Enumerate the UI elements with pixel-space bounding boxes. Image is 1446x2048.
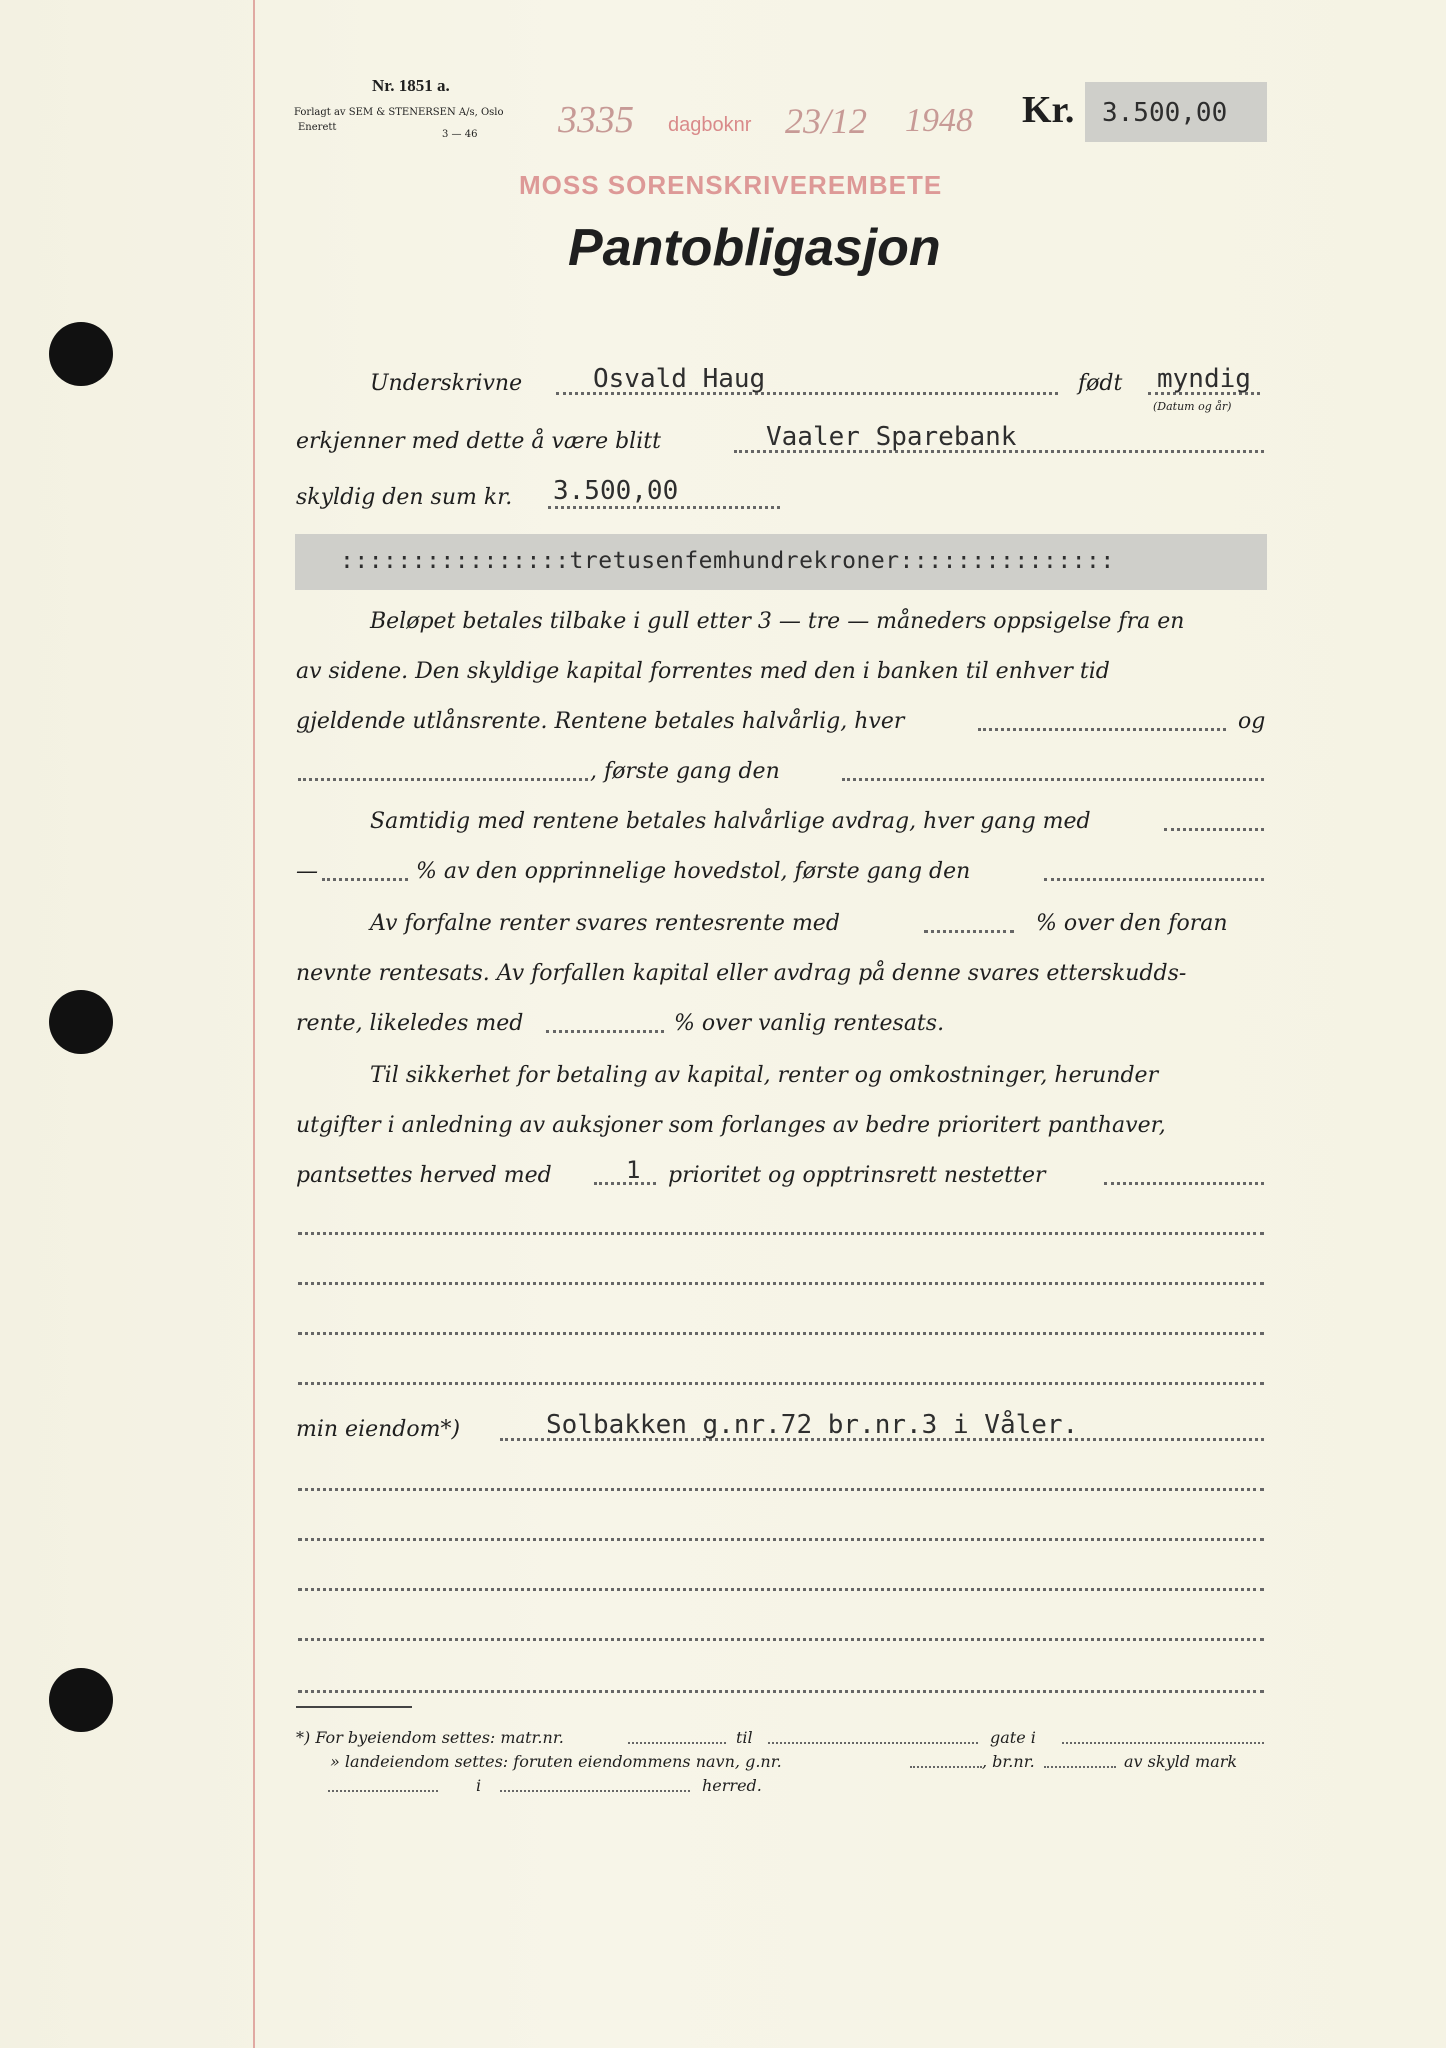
journal-number: 3335 xyxy=(558,99,634,141)
born-value: myndig xyxy=(1157,364,1251,394)
undersigned-value: Osvald Haug xyxy=(593,364,766,394)
footnote-line1a: *) For byeiendom settes: matr.nr. xyxy=(296,1728,564,1747)
blank-dotted-line-5 xyxy=(298,1488,1264,1491)
footnote-dots-7 xyxy=(500,1790,690,1792)
p1-dotted-2 xyxy=(298,778,588,781)
footnote-line2c: av skyld mark xyxy=(1124,1752,1238,1771)
property-value: Solbakken g.nr.72 br.nr.3 i Våler. xyxy=(546,1410,1079,1440)
p2-line2a: — xyxy=(296,859,318,884)
document-title: Pantobligasjon xyxy=(568,219,941,277)
sum-value: 3.500,00 xyxy=(553,476,679,506)
amount-label: Kr. xyxy=(1022,89,1075,131)
footnote-dots-1 xyxy=(628,1742,726,1744)
p3-line2: nevnte rentesats. Av forfallen kapital eller avdrag på denne svares etterskudds- xyxy=(296,961,1187,986)
blank-dotted-line-9 xyxy=(298,1690,1264,1693)
footnote-dots-5 xyxy=(1044,1766,1116,1768)
form-number: Nr. 1851 a. xyxy=(372,76,450,95)
blank-dotted-line-3 xyxy=(298,1332,1264,1335)
born-hint: (Datum og år) xyxy=(1153,400,1232,413)
p3-dotted-1 xyxy=(924,930,1014,933)
footnote-line2b: , br.nr. xyxy=(982,1752,1035,1771)
p2-dotted-3 xyxy=(1044,878,1264,881)
p4-line3b: prioritet og opptrinsrett nestetter xyxy=(668,1163,1046,1188)
blank-dotted-line-4 xyxy=(298,1382,1264,1385)
creditor-value: Vaaler Sparebank xyxy=(766,422,1017,452)
p1-line4: , første gang den xyxy=(590,759,780,784)
journal-label: dagboknr xyxy=(668,114,752,136)
born-label: født xyxy=(1078,371,1123,396)
p4-line2: utgifter i anledning av auksjoner som forlanges av bedre prioritert panthaver, xyxy=(296,1113,1166,1138)
p3-line1a: Av forfalne renter svares rentesrente med xyxy=(370,911,840,936)
publisher-line: Forlagt av SEM & STENERSEN A/s, Oslo xyxy=(294,107,504,118)
journal-date: 23/12 xyxy=(785,101,868,141)
office-stamp: MOSS SORENSKRIVEREMBETE xyxy=(519,170,943,200)
p3-line1b: % over den foran xyxy=(1036,911,1228,936)
footnote-line1b: til xyxy=(736,1728,753,1747)
footnote-dots-4 xyxy=(910,1766,982,1768)
p4-line1: Til sikkerhet for betaling av kapital, renter og omkostninger, herunder xyxy=(370,1063,1159,1088)
p2-dotted-1 xyxy=(1164,828,1264,831)
p3-line3a: rente, likeledes med xyxy=(296,1011,524,1036)
p3-line3b: % over vanlig rentesats. xyxy=(674,1011,945,1036)
p4-dotted-1 xyxy=(1104,1182,1264,1185)
p2-dotted-2 xyxy=(322,878,408,881)
p1-line2: av sidene. Den skyldige kapital forrentes med den i banken til enhver tid xyxy=(296,659,1110,684)
undersigned-label: Underskrivne xyxy=(370,371,523,396)
sum-dotted-line xyxy=(548,506,780,509)
priority-dotted-line xyxy=(594,1182,656,1185)
p1-line1: Beløpet betales tilbake i gull etter 3 — tre — måneders oppsigelse fra en xyxy=(370,609,1185,634)
footnote-line3b: herred. xyxy=(702,1776,762,1795)
p4-line3a: pantsettes herved med xyxy=(296,1163,552,1188)
footnote-dots-6 xyxy=(328,1790,438,1792)
p2-line2b: % av den opprinnelige hovedstol, første gang den xyxy=(416,859,971,884)
publisher-rights: Enerett xyxy=(298,122,337,133)
p3-dotted-2 xyxy=(546,1030,664,1033)
footnote-dots-3 xyxy=(1062,1742,1264,1744)
owes-label: skyldig den sum kr. xyxy=(296,485,513,510)
footnote-line2a: » landeiendom settes: foruten eiendommens navn, g.nr. xyxy=(330,1752,782,1771)
sum-in-words: ::::::::::::::::tretusenfemhundrekroner::::::::::::::: xyxy=(340,548,1115,574)
p1-dotted-1 xyxy=(978,728,1226,731)
blank-dotted-line-8 xyxy=(298,1638,1264,1641)
publisher-date: 3 — 46 xyxy=(442,129,478,140)
amount-value: 3.500,00 xyxy=(1102,98,1228,128)
blank-dotted-line-2 xyxy=(298,1282,1264,1285)
footnote-dots-2 xyxy=(768,1742,978,1744)
p2-line1: Samtidig med rentene betales halvårlige avdrag, hver gang med xyxy=(370,809,1091,834)
property-label: min eiendom*) xyxy=(296,1417,461,1442)
footnote-line1c: gate i xyxy=(990,1728,1036,1747)
p1-dotted-3 xyxy=(842,778,1264,781)
blank-dotted-line-7 xyxy=(298,1588,1264,1591)
punch-hole-top xyxy=(49,322,113,386)
punch-hole-middle xyxy=(49,990,113,1054)
punch-hole-bottom xyxy=(49,1668,113,1732)
p1-line3a: gjeldende utlånsrente. Rentene betales halvårlig, hver xyxy=(296,709,905,734)
acknowledge-label: erkjenner med dette å være blitt xyxy=(296,429,661,454)
footnote-rule xyxy=(296,1706,412,1708)
blank-dotted-line-6 xyxy=(298,1538,1264,1541)
margin-rule xyxy=(253,0,255,2048)
p1-line3b: og xyxy=(1238,709,1266,734)
priority-value: 1 xyxy=(626,1156,641,1184)
journal-year: 1948 xyxy=(905,102,973,139)
blank-dotted-line-1 xyxy=(298,1232,1264,1235)
footnote-line3a: i xyxy=(476,1776,482,1795)
